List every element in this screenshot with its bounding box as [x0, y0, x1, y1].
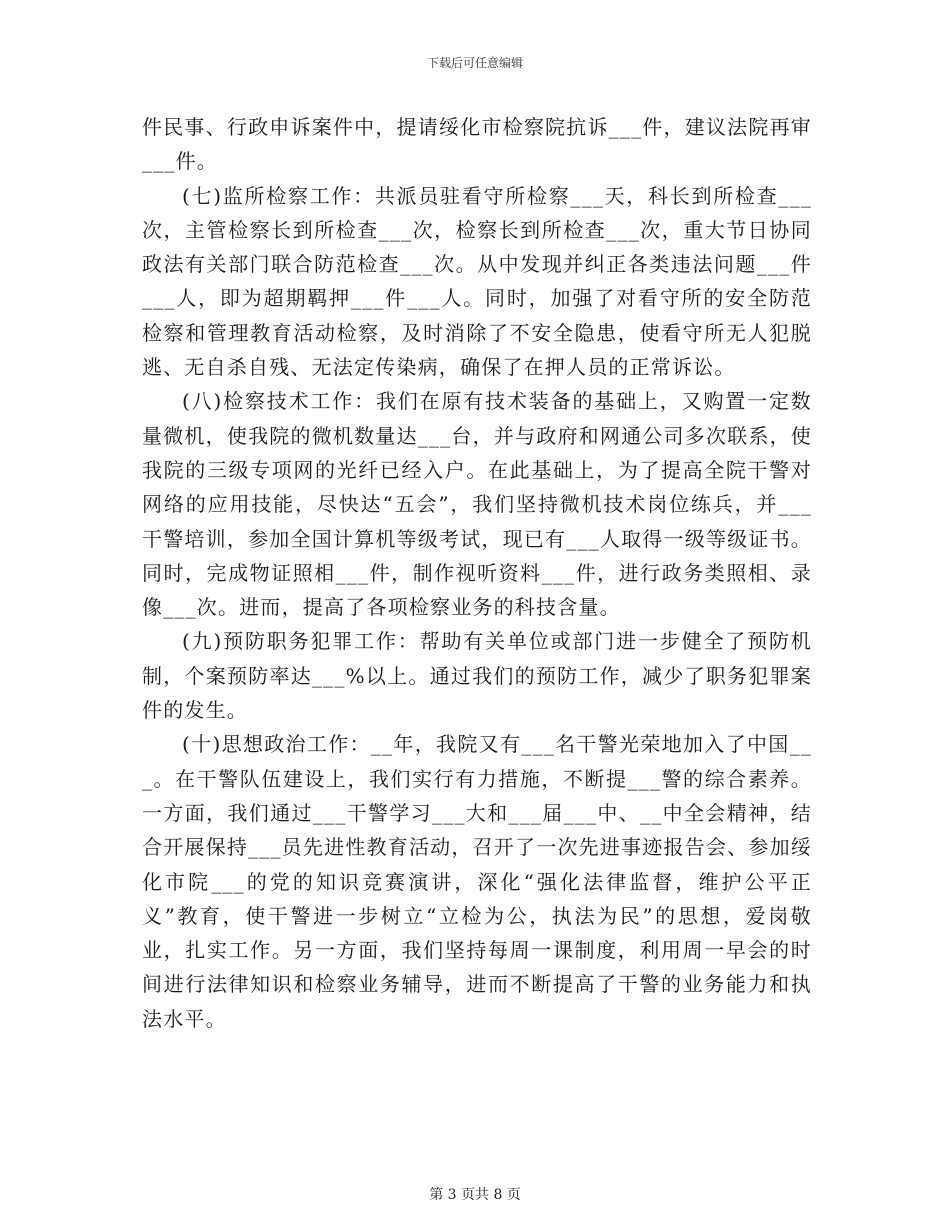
paragraph-technical-work: (八)检察技术工作：我们在原有技术装备的基础上，又购置一定数量微机，使我院的微机数量达___台，并与政府和网通公司多次联系，使我院的三级专项网的光纤已经入户。在此基础上，为了提高全院干警对网络的应用技能，尽快达“五会”，我们坚持微机技术岗位练兵，并___干警培训，参加全国计算机等级考试，现已有___人取得一级等级证书。同时，完成物证照相___件，制作视听资料___件，进行政务类照相、录像___次。进而，提高了各项检察业务的科技含量。 — [142, 389, 812, 620]
paragraph-civil-admin-appeals: 件民事、行政申诉案件中，提请绥化市检察院抗诉___件，建议法院再审___件。 — [142, 115, 812, 174]
page-header: 下载后可任意编辑 — [426, 56, 523, 70]
paragraph-crime-prevention: (九)预防职务犯罪工作：帮助有关单位或部门进一步健全了预防机制，个案预防率达___%以上。通过我们的预防工作，减少了职务犯罪案件的发生。 — [142, 629, 812, 723]
document-body — [142, 110, 812, 1036]
paragraph-detention-inspection: (七)监所检察工作：共派员驻看守所检察___天，科长到所检查___次，主管检察长到所检查___次，检察长到所检查___次，重大节日协同政法有关部门联合防范检查___次。从中发现并纠正各类违法问题___件___人，即为超期羁押___件___人。同时，加强了对看守所的安全防范检察和管理教育活动检察，及时消除了不安全隐患，使看守所无人犯脱逃、无自杀自残、无法定传染病，确保了在押人员的正常诉讼。 — [142, 183, 812, 380]
page-footer: 第 3 页共 8 页 — [429, 1187, 521, 1203]
paragraph-political-work: (十)思想政治工作：__年，我院又有___名干警光荣地加入了中国___。在干警队伍建设上，我们实行有力措施，不断提___警的综合素养。一方面，我们通过___干警学习___大和___届___中、__中全会精神，结合开展保持___员先进性教育活动，召开了一次先进事迹报告会、参加绥化市院___的党的知识竞赛演讲，深化“强化法律监督，维护公平正义”教育，使干警进一步树立“立检为公，执法为民”的思想，爱岗敬业，扎实工作。另一方面，我们坚持每周一课制度，利用周一早会的时间进行法律知识和检察业务辅导，进而不断提高了干警的业务能力和执法水平。 — [142, 732, 812, 1031]
